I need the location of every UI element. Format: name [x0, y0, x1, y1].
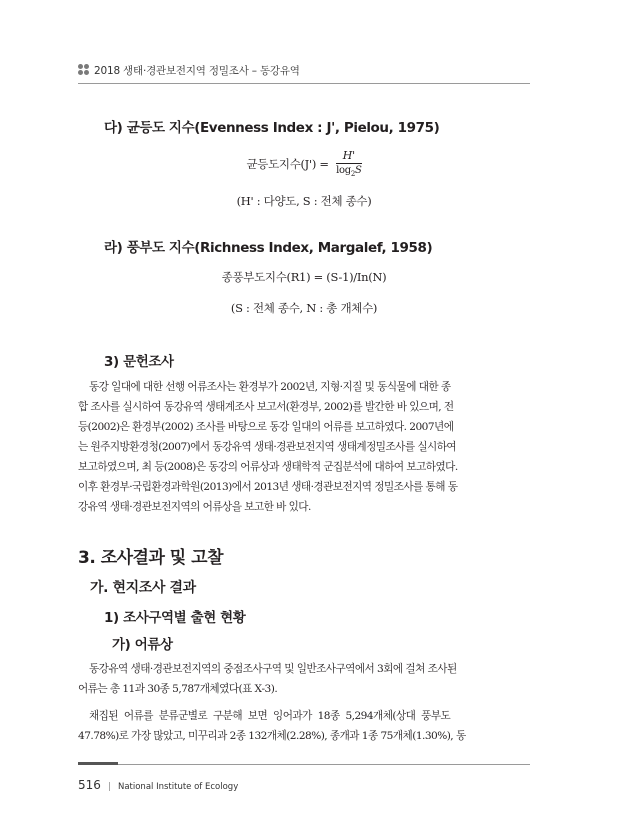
fish-fauna-heading: 가) 어류상 [112, 637, 173, 653]
running-title: 2018 생태·경관보전지역 정밀조사 – 동강유역 [94, 65, 300, 77]
fraction-numerator: H' [336, 149, 361, 164]
evenness-formula [78, 147, 530, 181]
results-heading: 3. 조사결과 및 고찰 [78, 548, 223, 568]
evenness-fraction [336, 149, 361, 181]
footer-organization: National Institute of Ecology [117, 782, 239, 792]
literature-paragraph [78, 377, 530, 517]
footer-separator: | [108, 782, 111, 792]
richness-note: (S : 전체 종수, N : 총 개체수) [230, 301, 378, 315]
literature-line: 보고하였으며, 최 등(2008)은 동강의 어류상과 생태학적 군집분석에 대하여 보고하였다. [78, 461, 458, 473]
results-line: 채집된 어류를 분류군별로 구분해 보면 잉어과가 18종 5,294개체(상대 풍부도 [89, 710, 451, 722]
running-header [78, 62, 530, 82]
evenness-note: (H' : 다양도, S : 전체 종수) [236, 194, 372, 208]
evenness-heading: 다) 균등도 지수(Evenness Index : J', Pielou, 1975) [104, 120, 440, 136]
literature-line: 는 원주지방환경청(2007)에서 동강유역 생태·경관보전지역 생태계정밀조사를 실시하여 [78, 441, 457, 453]
footer-rule [78, 764, 530, 765]
results-line: 동강유역 생태·경관보전지역의 중점조사구역 및 일반조사구역에서 3회에 걸쳐 조사된 [89, 663, 457, 675]
fraction-denominator: $\log_2S$ [336, 165, 362, 178]
literature-line: 이후 환경부·국립환경과학원(2013)에서 2013년 생태·경관보전지역 정밀조사를 통해 동 [78, 481, 458, 493]
richness-heading: 라) 풍부도 지수(Richness Index, Margalef, 1958) [104, 240, 433, 256]
evenness-formula-lhs: 균등도지수(J') = [246, 157, 329, 171]
field-survey-heading: 가. 현지조사 결과 [90, 580, 196, 596]
page-footer [78, 774, 238, 793]
literature-line: 등(2002)은 환경부(2002) 조사를 바탕으로 동강 일대의 어류를 보고하였다. 2007년에 [78, 421, 454, 433]
header-rule [78, 83, 530, 84]
footer-accent-bar [78, 762, 118, 765]
results-line: 어류는 총 11과 30종 5,787개체였다(표 Ⅹ-3). [78, 683, 278, 695]
literature-line: 동강 일대에 대한 선행 어류조사는 환경부가 2002년, 지형·지질 및 동식물에 대한 종 [89, 381, 451, 393]
results-paragraph-2 [78, 706, 530, 746]
richness-formula: 종풍부도지수(R1) = (S-1)/In(N) [221, 270, 387, 284]
results-paragraph-1 [78, 659, 530, 699]
occurrence-heading: 1) 조사구역별 출현 현황 [104, 610, 246, 626]
literature-line: 강유역 생태·경관보전지역의 어류상을 보고한 바 있다. [78, 501, 311, 513]
literature-line: 합 조사를 실시하여 동강유역 생태계조사 보고서(환경부, 2002)를 발간한 바 있으며, 전 [78, 401, 454, 413]
page-number: 516 [78, 778, 101, 792]
results-line: 47.78%)로 가장 많았고, 미꾸리과 2종 132개체(2.28%), 종개과 1종 75개체(1.30%), 동 [78, 730, 466, 742]
literature-heading: 3) 문헌조사 [104, 354, 174, 370]
header-dots-icon [78, 64, 90, 76]
